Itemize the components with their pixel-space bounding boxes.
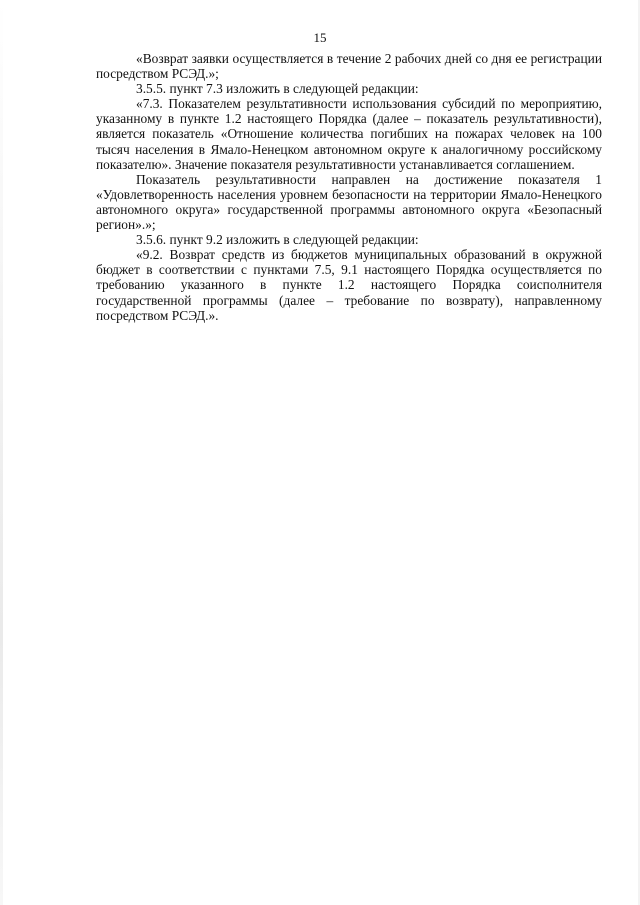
paragraph-indicator-direction: Показатель результативности направлен на достижение показателя 1 «Удовлетворенность населения уровнем безопасности на территории Ямало-Ненецкого автономного округа» государственной программы автономного округа «Безопасный регион».»; (96, 171, 602, 233)
paragraph-clause-7-3: «7.3. Показателем результативности использования субсидий по мероприятию, указанному в пункте 1.2 настоящего Порядка (далее – показатель результативности), является показатель «Отношение количества погибших на пожарах человек на 100 тысяч населения в Ямало-Ненецком автономном округе к аналогичному российскому показателю». Значение показателя результативности устанавливается соглашением. (96, 96, 602, 172)
paragraph-return-application: «Возврат заявки осуществляется в течение 2 рабочих дней со дня ее регистрации посредством РСЭД.»; (96, 51, 602, 82)
paragraph-item-3-5-6: 3.5.6. пункт 9.2 изложить в следующей редакции: (136, 232, 419, 248)
page-number: 15 (313, 30, 327, 45)
paragraph-item-3-5-5: 3.5.5. пункт 7.3 изложить в следующей редакции: (136, 81, 419, 97)
scan-left-edge (0, 0, 3, 905)
paragraph-clause-9-2: «9.2. Возврат средств из бюджетов муниципальных образований в окружной бюджет в соответствии с пунктами 7.5, 9.1 настоящего Порядка осуществляется по требованию указанного в пункте 1.2 настоящего Порядка соисполнителя государственной программы (далее – требование по возврату), направленному посредством РСЭД.». (96, 247, 602, 323)
document-body (96, 51, 602, 323)
